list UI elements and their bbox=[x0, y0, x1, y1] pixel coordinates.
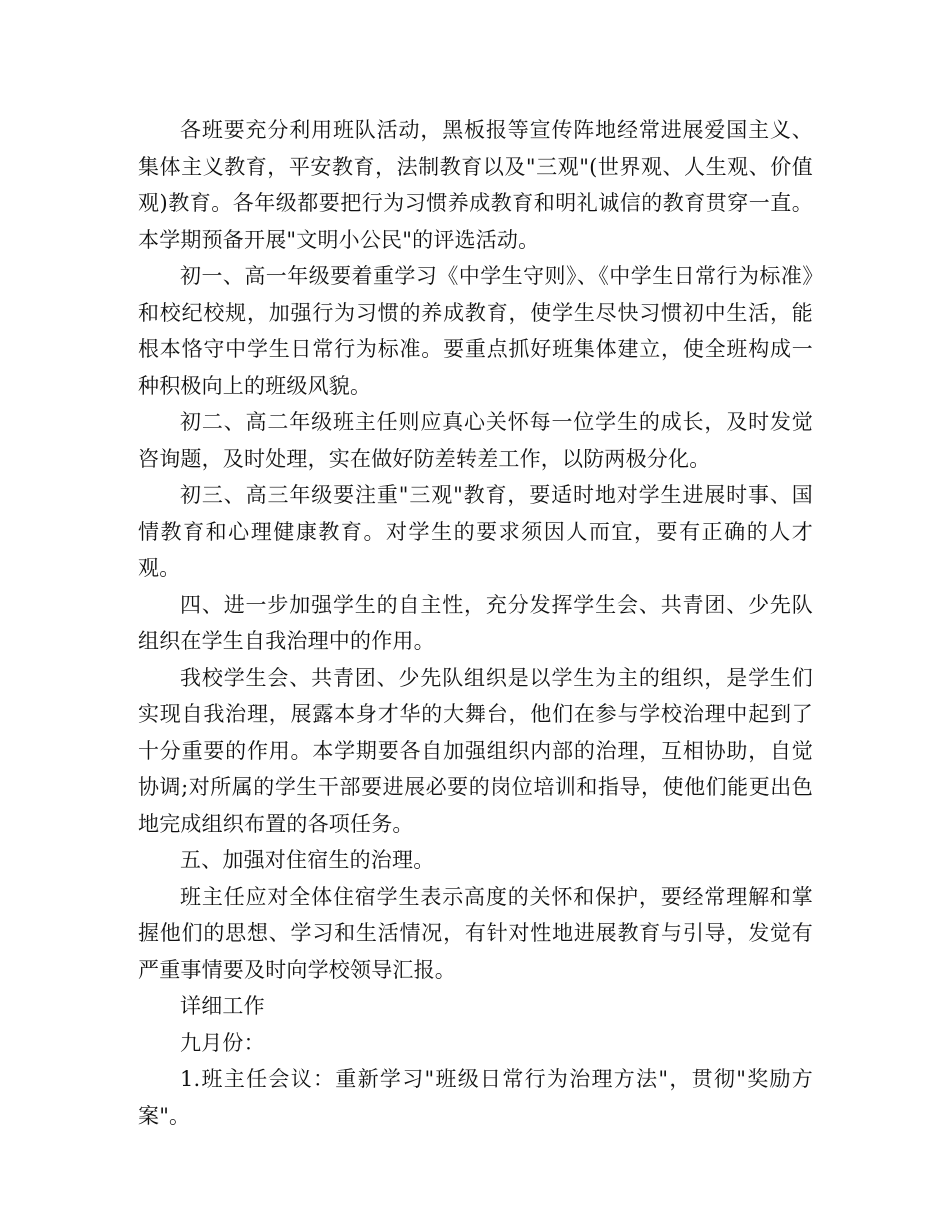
list-item-1: 1.班主任会议：重新学习"班级日常行为治理方法"，贯彻"奖励方案"。 bbox=[138, 1067, 813, 1128]
section-heading-four: 四、进一步加强学生的自主性，充分发挥学生会、共青团、少先队组织在学生自我治理中的作用。 bbox=[138, 592, 813, 653]
section-heading-five: 五、加强对住宿生的治理。 bbox=[180, 848, 435, 872]
paragraph-grade-three: 初三、高三年级要注重"三观"教育，要适时地对学生进展时事、国情教育和心理健康教育。对学生的要求须因人而宜，要有正确的人才观。 bbox=[138, 483, 813, 580]
paragraph-grade-two: 初二、高二年级班主任则应真心关怀每一位学生的成长，及时发觉咨询题，及时处理，实在做好防差转差工作，以防两极分化。 bbox=[138, 410, 813, 471]
heading-detailed-work: 详细工作 bbox=[180, 994, 265, 1018]
paragraph-grade-one: 初一、高一年级要着重学习《中学生守则》、《中学生日常行为标准》和校纪校规，加强行为习惯的养成教育，使学生尽快习惯初中生活，能根本恪守中学生日常行为标准。要重点抓好班集体建立，使全班构成一种积极向上的班级风貌。 bbox=[138, 264, 813, 398]
heading-september: 九月份： bbox=[180, 1030, 265, 1055]
paragraph-student-organizations: 我校学生会、共青团、少先队组织是以学生为主的组织，是学生们实现自我治理，展露本身才华的大舞台，他们在参与学校治理中起到了十分重要的作用。本学期要各自加强组织内部的治理，互相协助，自觉协调;对所属的学生干部要进展必要的岗位培训和指导，使他们能更出色地完成组织布置的各项任务。 bbox=[138, 665, 813, 836]
paragraph-boarding-students: 班主任应对全体住宿学生表示高度的关怀和保护，要经常理解和掌握他们的思想、学习和生活情况，有针对性地进展教育与引导，发觉有严重事情要及时向学校领导汇报。 bbox=[138, 884, 813, 982]
paragraph-class-activities: 各班要充分利用班队活动，黑板报等宣传阵地经常进展爱国主义、集体主义教育，平安教育，法制教育以及"三观"(世界观、人生观、价值观)教育。各年级都要把行为习惯养成教育和明礼诚信的教育贯穿一直。本学期预备开展"文明小公民"的评选活动。 bbox=[138, 118, 813, 252]
document-body bbox=[138, 112, 813, 1134]
